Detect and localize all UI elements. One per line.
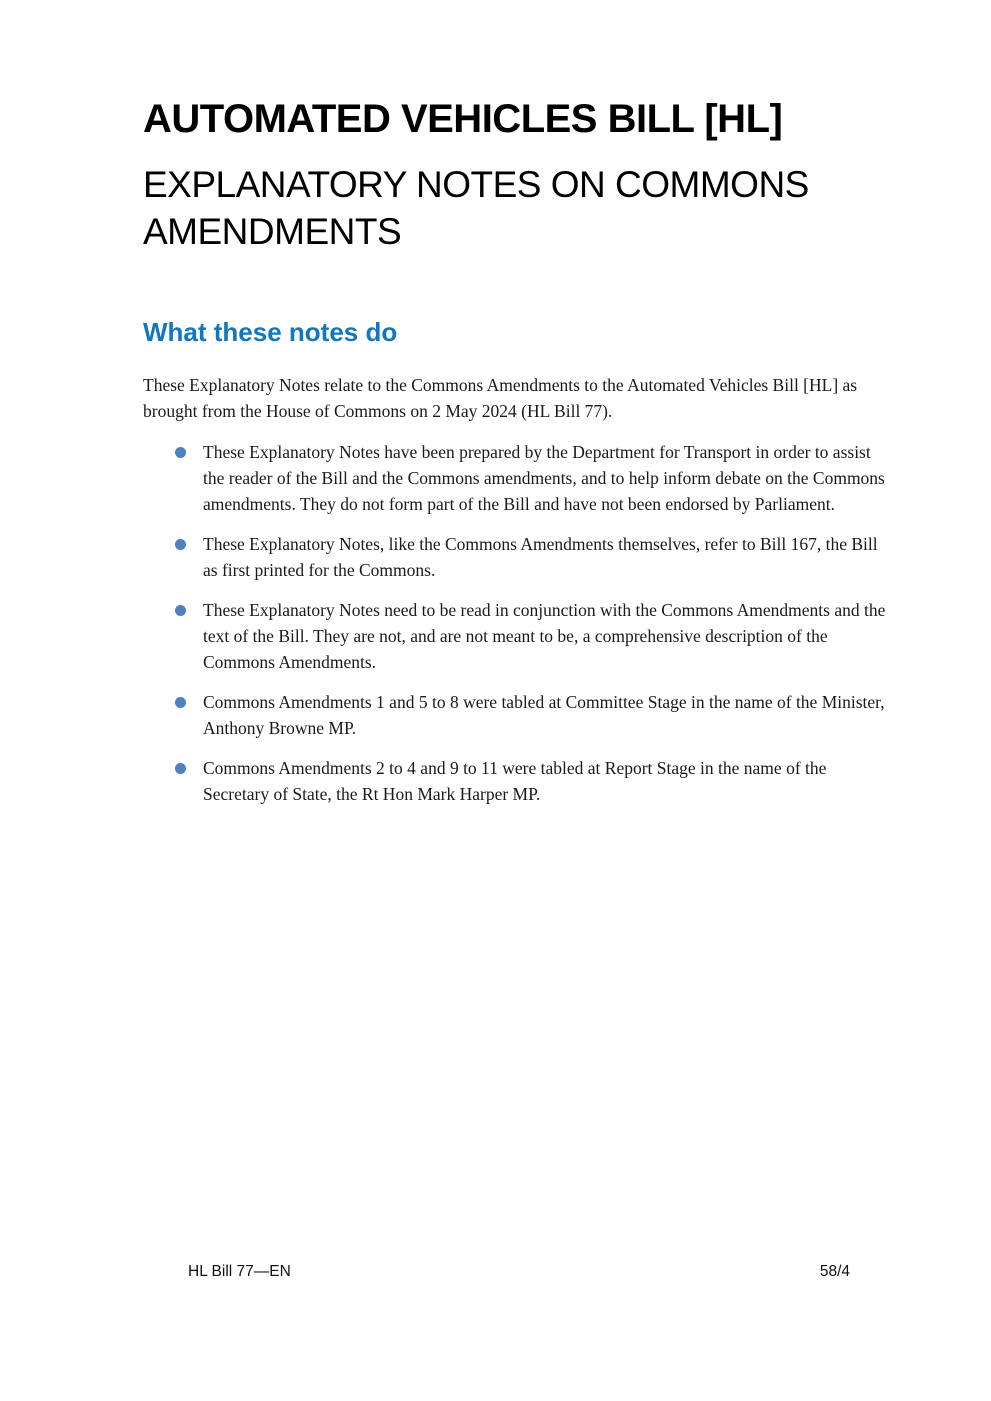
page-content xyxy=(143,0,891,807)
bullet-list xyxy=(143,439,891,807)
document-title: AUTOMATED VEHICLES BILL [HL] xyxy=(143,97,783,141)
page-footer xyxy=(188,1262,850,1281)
bullet-icon xyxy=(175,605,186,616)
bullet-icon xyxy=(175,539,186,550)
bullet-icon xyxy=(175,447,186,458)
bullet-text: These Explanatory Notes have been prepared by the Department for Transport in order to assist the reader of the Bill and the Commons amendments, and to help inform debate on the Commons amendments. They do not form part of the Bill and have not been endorsed by Parliament. xyxy=(203,442,885,514)
bullet-text: Commons Amendments 2 to 4 and 9 to 11 were tabled at Report Stage in the name of the Secretary of State, the Rt Hon Mark Harper MP. xyxy=(203,758,827,804)
list-item xyxy=(143,755,891,807)
footer-bill-reference: HL Bill 77—EN xyxy=(188,1263,291,1280)
intro-paragraph: These Explanatory Notes relate to the Commons Amendments to the Automated Vehicles Bill [HL] as brought from the House of Commons on 2 May 2024 (HL Bill 77). xyxy=(143,375,858,421)
section-heading: What these notes do xyxy=(143,317,398,347)
bullet-text: Commons Amendments 1 and 5 to 8 were tabled at Committee Stage in the name of the Minister, Anthony Browne MP. xyxy=(203,692,885,738)
bullet-icon xyxy=(175,697,186,708)
bullet-text: These Explanatory Notes need to be read in conjunction with the Commons Amendments and the text of the Bill. They are not, and are not meant to be, a comprehensive description of the Commons Amendments. xyxy=(203,600,886,672)
document-subtitle: EXPLANATORY NOTES ON COMMONS AMENDMENTS xyxy=(143,164,809,252)
list-item xyxy=(143,597,891,675)
list-item xyxy=(143,439,891,517)
footer-page-reference: 58/4 xyxy=(819,1263,850,1280)
bullet-text: These Explanatory Notes, like the Commons Amendments themselves, refer to Bill 167, the Bill as first printed for the Commons. xyxy=(203,534,878,580)
list-item xyxy=(143,531,891,583)
list-item xyxy=(143,689,891,741)
bullet-icon xyxy=(175,763,186,774)
